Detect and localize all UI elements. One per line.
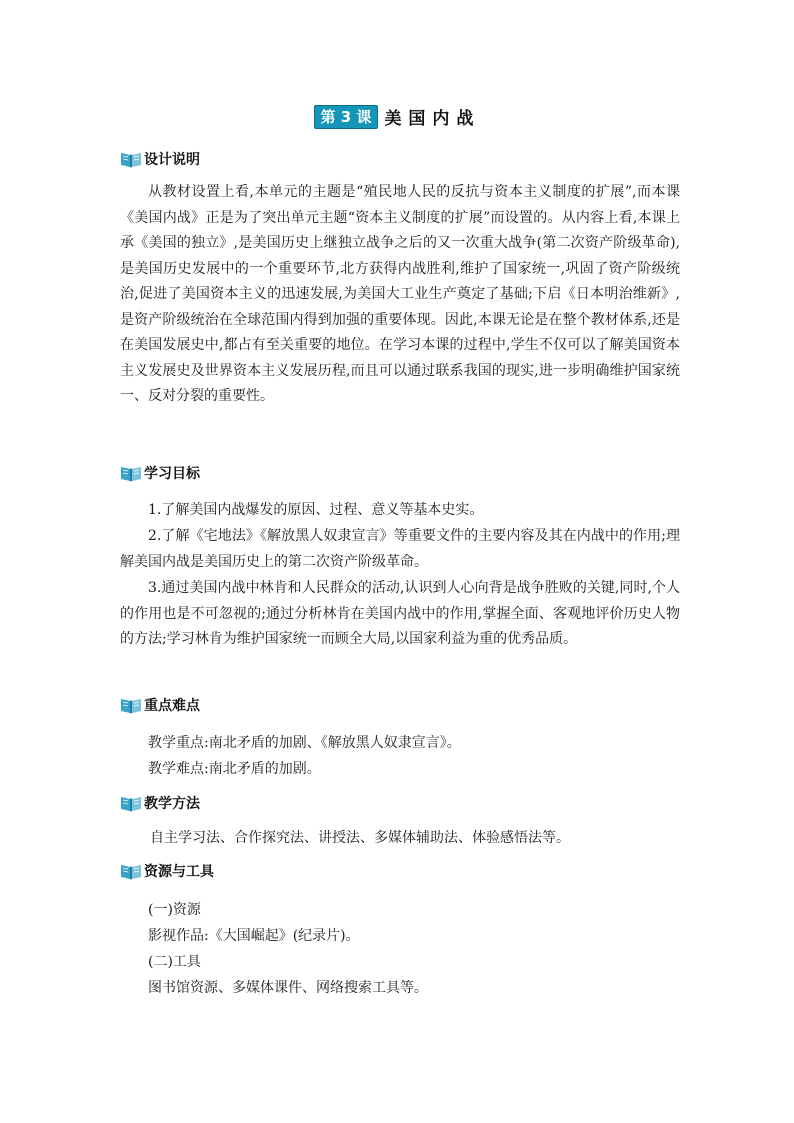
section-heading-methods: [120, 792, 200, 814]
section-label: 资源与工具: [144, 864, 214, 880]
teaching-difficulty: 教学难点:南北矛盾的加剧。: [148, 761, 321, 777]
section-heading-resources: [120, 860, 214, 882]
goal-item-1: 1.了解美国内战爆发的原因、过程、意义等基本史实。: [148, 502, 484, 518]
open-book-icon: [120, 696, 142, 714]
teaching-focus: 教学重点:南北矛盾的加剧、《解放黑人奴隶宣言》。: [148, 735, 461, 751]
design-paragraph: 从教材设置上看,本单元的主题是“殖民地人民的反抗与资本主义制度的扩展”,而本课《美国内战》正是为了突出单元主题“资本主义制度的扩展”而设置的。从内容上看,本课上承《美国的独立》,是美国历史上继独立战争之后的又一次重大战争(第二次资产阶级革命),是美国历史发展中的一个重要环节,北方获得内战胜利,维护了国家统一,巩固了资产阶级统治,促进了美国资本主义的迅速发展,为美国大工业生产奠定了基础;下启《日本明治维新》,是资产阶级统治在全球范围内得到加强的重要体现。因此,本课无论是在整个教材体系,还是在美国发展史中,都占有至关重要的地位。在学习本课的过程中,学生不仅可以了解美国资本主义发展史及世界资本主义发展历程,而且可以通过联系我国的现实,进一步明确维护国家统一、反对分裂的重要性。: [120, 184, 680, 404]
lesson-title: 美国内战: [384, 109, 481, 129]
section-heading-keys: [120, 694, 200, 716]
tools-body: 图书馆资源、多媒体课件、网络搜索工具等。: [148, 980, 428, 996]
resources-body: 影视作品:《大国崛起》(纪录片)。: [148, 928, 360, 944]
open-book-icon: [120, 862, 142, 880]
goal-item-3: 3.通过美国内战中林肯和人民群众的活动,认识到人心向背是战争胜败的关键,同时,个人的作用也是不可忽视的;通过分析林肯在美国内战中的作用,掌握全面、客观地评价历史人物的方法;学习林肯为维护国家统一而顾全大局,以国家利益为重的优秀品质。: [120, 580, 680, 647]
section-heading-goals: [120, 462, 200, 484]
open-book-icon: [120, 464, 142, 482]
open-book-icon: [120, 150, 142, 168]
tools-subheading: (二)工具: [148, 954, 201, 970]
section-heading-design: [120, 148, 200, 170]
section-label: 学习目标: [144, 466, 200, 482]
section-label: 设计说明: [144, 152, 200, 168]
goal-item-2: 2.了解《宅地法》《解放黑人奴隶宣言》等重要文件的主要内容及其在内战中的作用;理解美国内战是美国历史上的第二次资产阶级革命。: [120, 528, 680, 570]
lesson-header: [0, 104, 794, 129]
section-label: 重点难点: [144, 698, 200, 714]
section-label: 教学方法: [144, 796, 200, 812]
lesson-number-badge: 第 3 课: [314, 105, 379, 129]
open-book-icon: [120, 794, 142, 812]
resources-subheading: (一)资源: [148, 902, 201, 918]
teaching-methods: 自主学习法、合作探究法、讲授法、多媒体辅助法、体验感悟法等。: [150, 830, 570, 846]
